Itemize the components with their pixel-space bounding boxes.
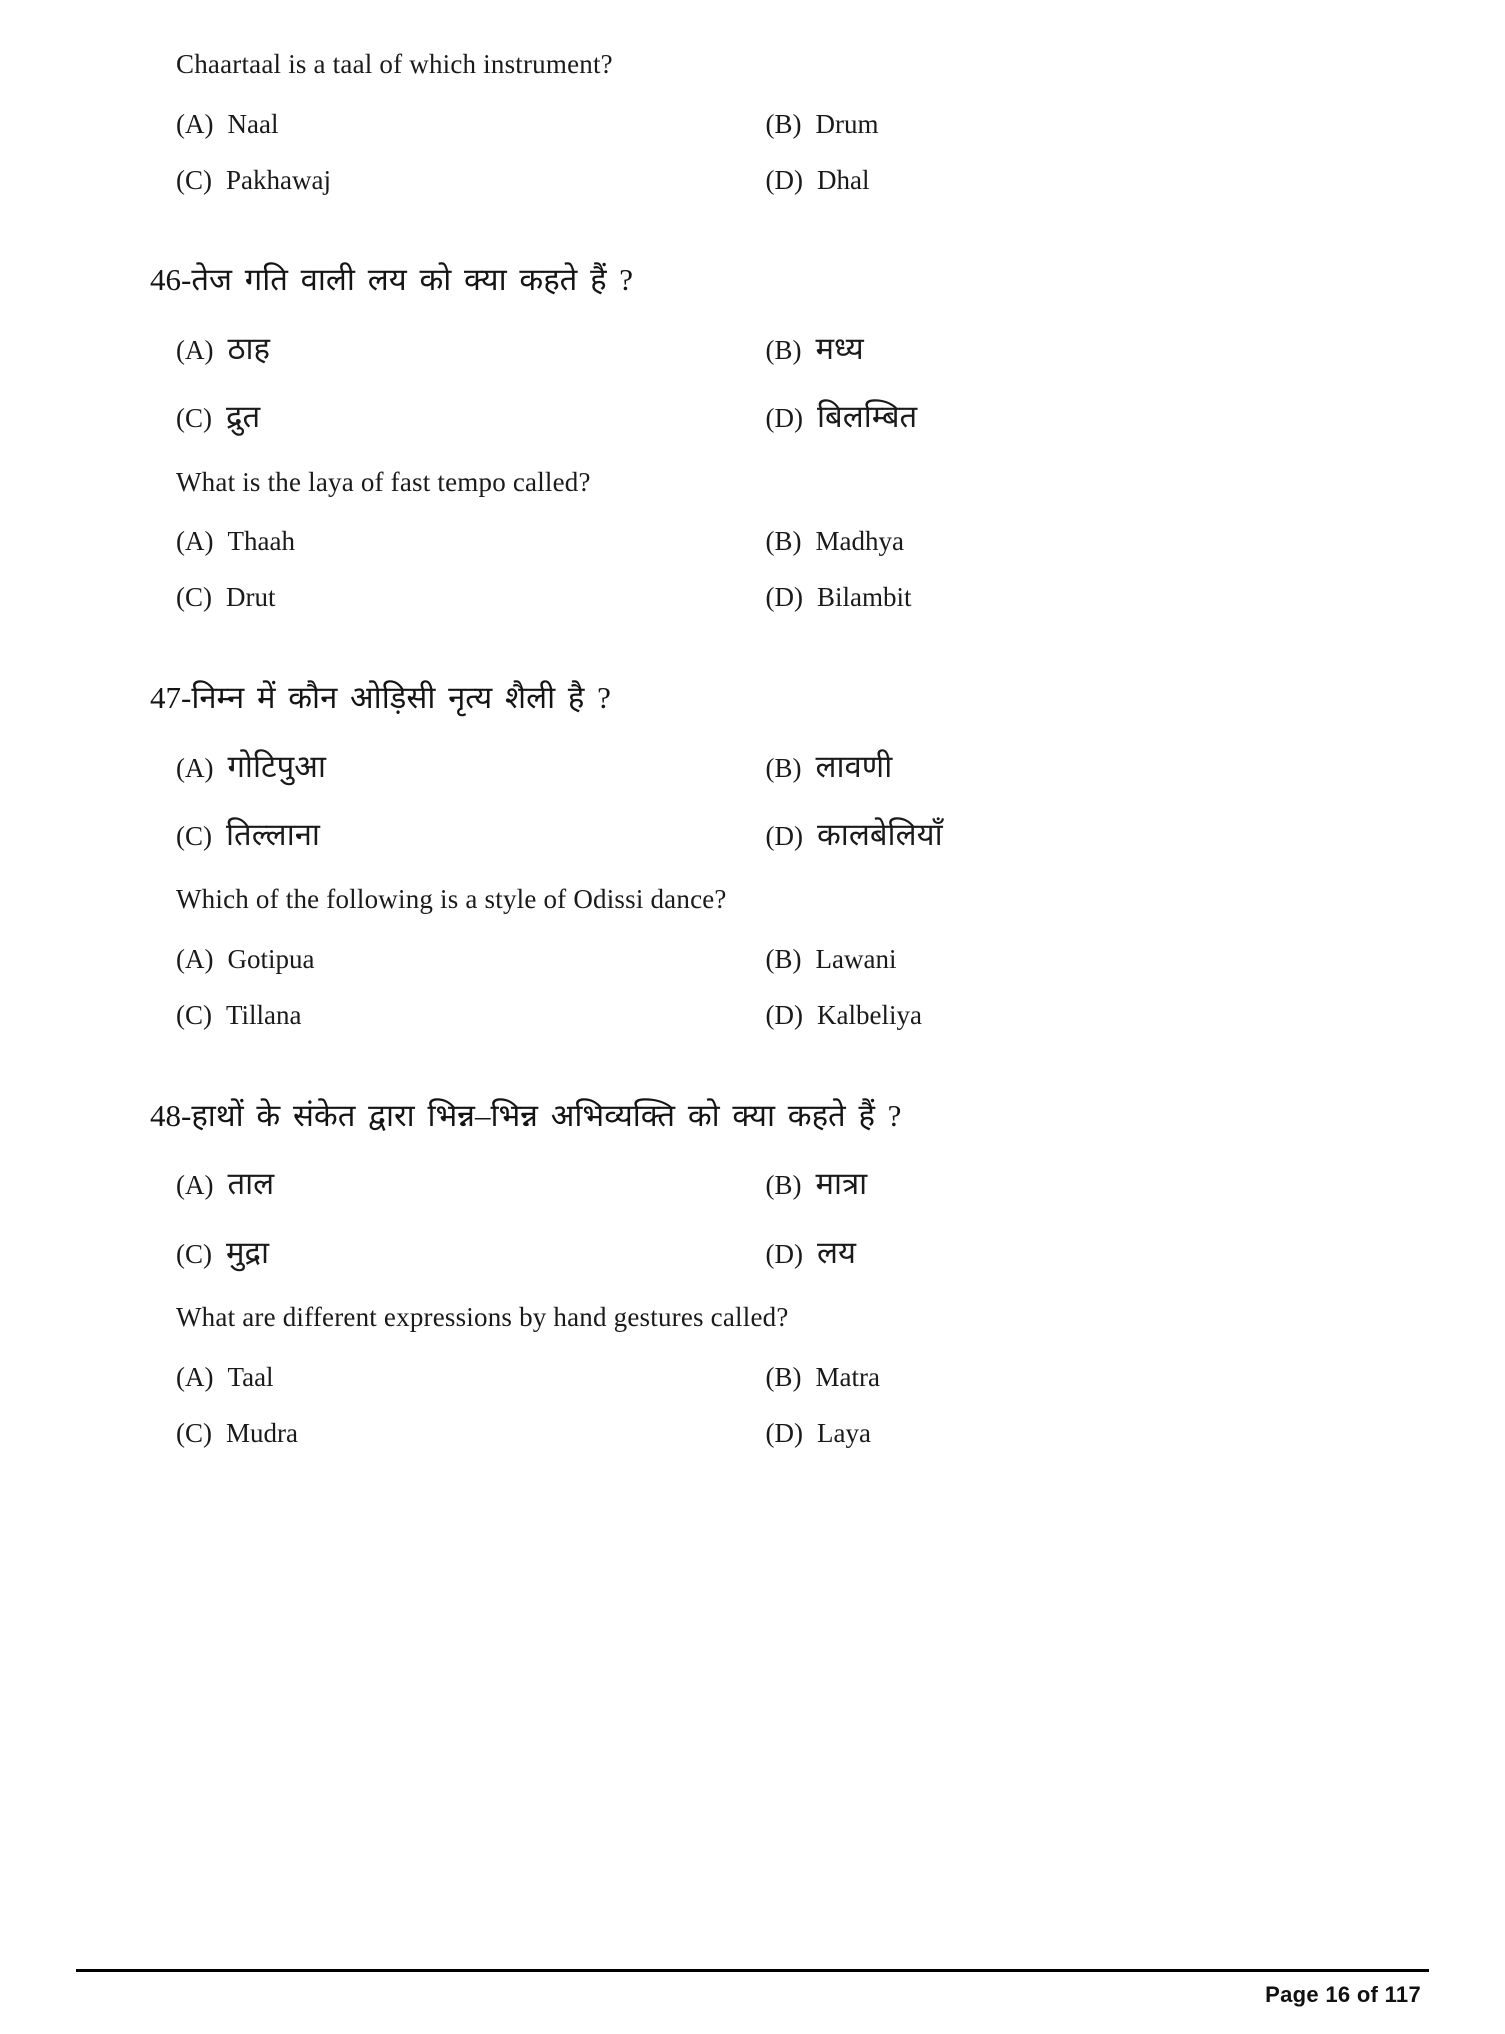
option-b[interactable]	[766, 1164, 1356, 1204]
option-tag: (D)	[765, 999, 803, 1030]
option-d[interactable]	[766, 397, 1356, 437]
spacer	[150, 223, 1355, 259]
footer-divider	[76, 1969, 1429, 1972]
question-number: 47-	[150, 679, 192, 715]
option-text: Naal	[227, 108, 279, 139]
option-row	[176, 1233, 1355, 1273]
option-row	[176, 525, 1355, 559]
question-stem-hindi-text: निम्न में कौन ओड़िसी नृत्य शैली है ?	[191, 679, 611, 715]
option-row	[176, 815, 1355, 855]
option-text: लय	[816, 1234, 856, 1270]
option-text: ताल	[227, 1166, 275, 1202]
option-row	[176, 999, 1355, 1033]
option-tag: (A)	[176, 1361, 214, 1392]
option-row	[176, 108, 1355, 142]
option-tag: (B)	[765, 526, 802, 557]
option-text: Bilambit	[816, 582, 912, 613]
question-stem-hindi-text: हाथों के संकेत द्वारा भिन्न–भिन्न अभिव्यक्ति को क्या कहते हैं ?	[191, 1097, 902, 1133]
option-text: ठाह	[227, 331, 270, 367]
option-text: तिल्लाना	[226, 817, 320, 853]
option-a[interactable]	[176, 108, 766, 142]
question-stem-english: What are different expressions by hand gestures called?	[176, 1302, 789, 1333]
question-stem-hindi	[150, 259, 1355, 301]
option-b[interactable]	[766, 943, 1356, 977]
option-tag: (A)	[176, 526, 214, 557]
option-b[interactable]	[766, 1361, 1356, 1395]
option-c[interactable]	[176, 581, 766, 615]
option-tag: (D)	[765, 1417, 803, 1448]
option-row	[176, 1361, 1355, 1395]
option-b[interactable]	[766, 525, 1356, 559]
option-d[interactable]	[766, 581, 1356, 615]
option-a[interactable]	[176, 1361, 766, 1395]
option-row	[176, 1417, 1355, 1451]
question-block-46	[150, 259, 1355, 615]
question-number: 48-	[150, 1097, 192, 1133]
option-c[interactable]	[176, 1417, 766, 1451]
option-tag: (A)	[176, 108, 214, 139]
option-text: Thaah	[227, 526, 295, 557]
option-tag: (B)	[765, 1170, 802, 1201]
option-text: गोटिपुआ	[227, 748, 326, 784]
option-tag: (B)	[765, 1361, 802, 1392]
option-tag: (B)	[765, 752, 802, 783]
question-stem-hindi-text: तेज गति वाली लय को क्या कहते हैं ?	[191, 262, 634, 298]
option-tag: (C)	[176, 1417, 212, 1448]
option-text: Lawani	[815, 944, 897, 975]
option-tag: (B)	[765, 335, 802, 366]
option-tag: (B)	[765, 108, 802, 139]
option-text: Kalbeliya	[816, 999, 922, 1030]
option-text: Taal	[227, 1361, 274, 1392]
option-c[interactable]	[176, 999, 766, 1033]
option-text: Pakhawaj	[226, 164, 331, 195]
option-a[interactable]	[176, 329, 766, 369]
option-tag: (C)	[176, 1238, 212, 1269]
option-tag: (C)	[176, 403, 212, 434]
option-text: Mudra	[226, 1417, 298, 1448]
option-tag: (D)	[765, 1238, 803, 1269]
option-tag: (C)	[176, 582, 212, 613]
page-footer	[76, 1969, 1429, 2008]
option-text: लावणी	[815, 748, 893, 784]
option-a[interactable]	[176, 1164, 766, 1204]
option-tag: (D)	[765, 582, 803, 613]
option-d[interactable]	[766, 164, 1356, 198]
question-stem-english: Chaartaal is a taal of which instrument?	[176, 49, 613, 79]
option-row	[176, 943, 1355, 977]
option-row	[176, 397, 1355, 437]
option-d[interactable]	[766, 815, 1356, 855]
option-text: कालबेलियाँ	[816, 817, 943, 853]
option-text: Drum	[815, 108, 879, 139]
option-text: द्रुत	[226, 399, 261, 435]
option-text: मध्य	[815, 331, 864, 367]
option-tag: (C)	[176, 821, 212, 852]
option-text: Laya	[816, 1417, 871, 1448]
option-row	[176, 581, 1355, 615]
option-d[interactable]	[766, 999, 1356, 1033]
question-stem-hindi	[150, 1095, 1355, 1137]
option-text: Matra	[815, 1361, 880, 1392]
option-tag: (A)	[176, 752, 214, 783]
question-block-48	[150, 1095, 1355, 1451]
option-tag: (A)	[176, 944, 214, 975]
option-c[interactable]	[176, 815, 766, 855]
option-b[interactable]	[766, 747, 1356, 787]
option-c[interactable]	[176, 1233, 766, 1273]
question-stem-english: What is the laya of fast tempo called?	[176, 466, 591, 497]
question-stem-english: Which of the following is a style of Odissi dance?	[176, 884, 727, 915]
option-row	[176, 164, 1355, 198]
option-c[interactable]	[176, 397, 766, 437]
option-row	[176, 747, 1355, 787]
page-number-label: Page 16 of 117	[1265, 1982, 1421, 2007]
option-text: Drut	[226, 582, 276, 613]
option-text: मुद्रा	[226, 1234, 270, 1270]
option-c[interactable]	[176, 164, 766, 198]
option-tag: (C)	[176, 164, 212, 195]
option-text: Tillana	[226, 999, 302, 1030]
option-row	[176, 1164, 1355, 1204]
question-stem-hindi	[150, 677, 1355, 719]
option-a[interactable]	[176, 747, 766, 787]
option-text: Gotipua	[227, 944, 315, 975]
option-tag: (A)	[176, 335, 214, 366]
option-tag: (C)	[176, 999, 212, 1030]
option-tag: (D)	[765, 403, 803, 434]
option-text: Madhya	[815, 526, 904, 557]
option-tag: (A)	[176, 1170, 214, 1201]
option-tag: (D)	[765, 164, 803, 195]
option-row	[176, 329, 1355, 369]
question-block-45	[150, 48, 1355, 197]
option-tag: (D)	[765, 821, 803, 852]
option-text: Dhal	[816, 164, 870, 195]
option-a[interactable]	[176, 525, 766, 559]
question-block-47	[150, 677, 1355, 1033]
option-d[interactable]	[766, 1417, 1356, 1451]
option-text: मात्रा	[815, 1166, 868, 1202]
option-tag: (B)	[765, 944, 802, 975]
question-number: 46-	[150, 262, 192, 298]
spacer	[150, 641, 1355, 677]
option-text: बिलम्बित	[816, 399, 918, 435]
spacer	[150, 1059, 1355, 1095]
option-a[interactable]	[176, 943, 766, 977]
option-d[interactable]	[766, 1233, 1356, 1273]
option-b[interactable]	[766, 108, 1356, 142]
option-b[interactable]	[766, 329, 1356, 369]
